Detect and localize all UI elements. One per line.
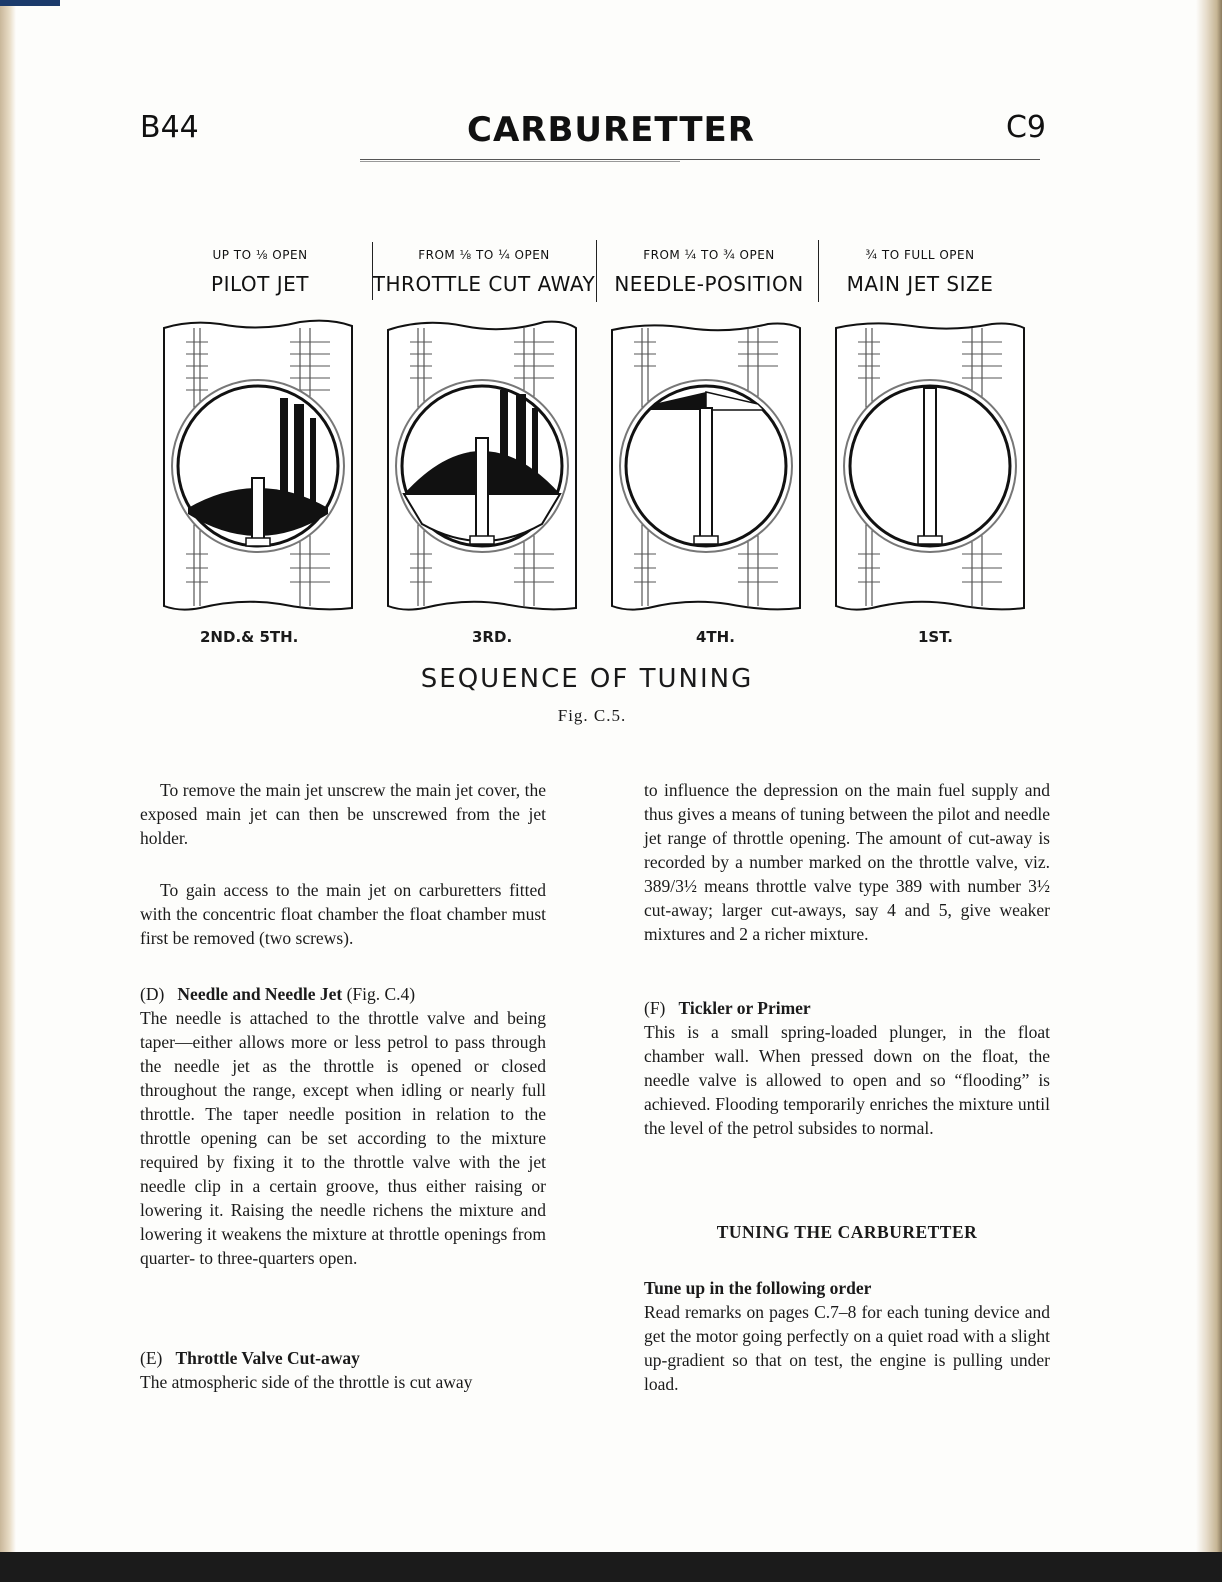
tuning-order-needle-position: 4TH.	[696, 628, 735, 646]
tuning-order-block	[644, 1276, 1050, 1396]
left-column-block	[140, 878, 546, 950]
section-label: (F)	[644, 998, 666, 1018]
stage-divider	[372, 242, 373, 300]
book-binding-right	[1196, 0, 1222, 1582]
sub-heading	[644, 1276, 1050, 1300]
section-label: (D)	[140, 984, 165, 1004]
paragraph: Read remarks on pages C.7–8 for each tuning device and get the motor going perfectly on a quiet road with a slight up-gradient so that on test, the engine is pulling under load.	[644, 1302, 1050, 1394]
section-label: (E)	[140, 1348, 163, 1368]
throttle-diagram-cut-away	[384, 318, 580, 614]
stage-divider	[596, 240, 597, 302]
throttle-diagram-needle-position	[608, 318, 804, 614]
left-column	[140, 778, 546, 850]
stage-name: PILOT JET	[211, 272, 309, 296]
section-heading	[140, 1346, 546, 1370]
page-title: CARBURETTER	[467, 110, 755, 150]
sub-heading-text: Tune up in the following order	[644, 1278, 872, 1298]
section-title: Throttle Valve Cut-away	[175, 1348, 360, 1368]
scan-bottom-edge	[0, 1552, 1222, 1582]
paragraph: The atmospheric side of the throttle is cut away	[140, 1372, 473, 1392]
stage-label-needle-position	[598, 248, 820, 296]
stage-divider	[818, 240, 819, 302]
header-rule	[360, 159, 1040, 160]
section-d	[140, 982, 546, 1270]
page-section-code: B44	[140, 110, 199, 145]
stage-name: MAIN JET SIZE	[846, 272, 994, 296]
stage-name: THROTTLE CUT AWAY	[372, 272, 596, 296]
stage-label-pilot-jet	[160, 248, 360, 296]
section-title: Needle and Needle Jet	[177, 984, 343, 1004]
tuning-order-throttle-cut-away: 3RD.	[472, 628, 513, 646]
stage-label-throttle-cut-away	[372, 248, 596, 296]
stage-condition: FROM ¼ TO ¾ OPEN	[643, 248, 775, 262]
header-rule-secondary	[360, 161, 680, 162]
stage-condition: UP TO ⅛ OPEN	[212, 248, 308, 262]
section-heading	[140, 982, 546, 1006]
throttle-diagram-main-jet-size	[832, 318, 1028, 614]
section-f	[644, 996, 1050, 1140]
section-heading-tuning: TUNING THE CARBURETTER	[716, 1222, 978, 1242]
section-e	[140, 1346, 546, 1394]
stage-name: NEEDLE-POSITION	[614, 272, 804, 296]
tuning-order-main-jet-size: 1ST.	[918, 628, 953, 646]
stage-label-main-jet-size	[820, 248, 1020, 296]
figure-caption: Fig. C.5.	[557, 706, 627, 725]
paragraph: To remove the main jet unscrew the main jet cover, the exposed main jet can then be unscrewed from the jet holder.	[140, 780, 546, 848]
section-reference: (Fig. C.4)	[346, 984, 416, 1004]
paragraph: This is a small spring-loaded plunger, in the float chamber wall. When pressed down on the float, the needle valve is allowed to open and so “flooding” is achieved. Flooding temporarily enriches the mixture until the level of the petrol subsides to normal.	[644, 1022, 1050, 1138]
throttle-diagram-pilot-jet	[160, 318, 356, 614]
tuning-order-pilot-jet: 2ND.& 5TH.	[200, 628, 299, 646]
paragraph: to influence the depression on the main fuel supply and thus gives a means of tuning between the pilot and needle jet range of throttle opening. The amount of cut-away is recorded by a number marked on the throttle valve, viz. 389/3½ means throttle valve type 389 with number 3½ cut-away; larger cut-aways, say 4 and 5, give weaker mixtures and 2 a richer mixture.	[644, 780, 1050, 944]
figure-title: SEQUENCE OF TUNING	[420, 664, 754, 694]
section-heading	[644, 996, 1050, 1020]
section-title: Tickler or Primer	[678, 998, 811, 1018]
right-column	[644, 778, 1050, 946]
paragraph: To gain access to the main jet on carburetters fitted with the concentric float chamber the float chamber must first be removed (two screws).	[140, 880, 546, 948]
stage-condition: ¾ TO FULL OPEN	[865, 248, 975, 262]
paragraph: The needle is attached to the throttle valve and being taper—either allows more or less petrol to pass through the needle jet as the throttle is opened or closed throughout the range, except when idling or nearly full throttle. The taper needle position in relation to the throttle opening can be set according to the mixture required by fixing it to the throttle valve with the jet needle clip in a certain groove, thus either raising or lowering it. Raising the needle richens the mixture and lowering it weakens the mixture at throttle openings from quarter- to three-quarters open.	[140, 1008, 546, 1268]
book-binding-left	[0, 0, 16, 1582]
stage-condition: FROM ⅛ TO ¼ OPEN	[418, 248, 550, 262]
page-number: C9	[1005, 110, 1046, 145]
scan-edge-mark	[0, 0, 60, 6]
